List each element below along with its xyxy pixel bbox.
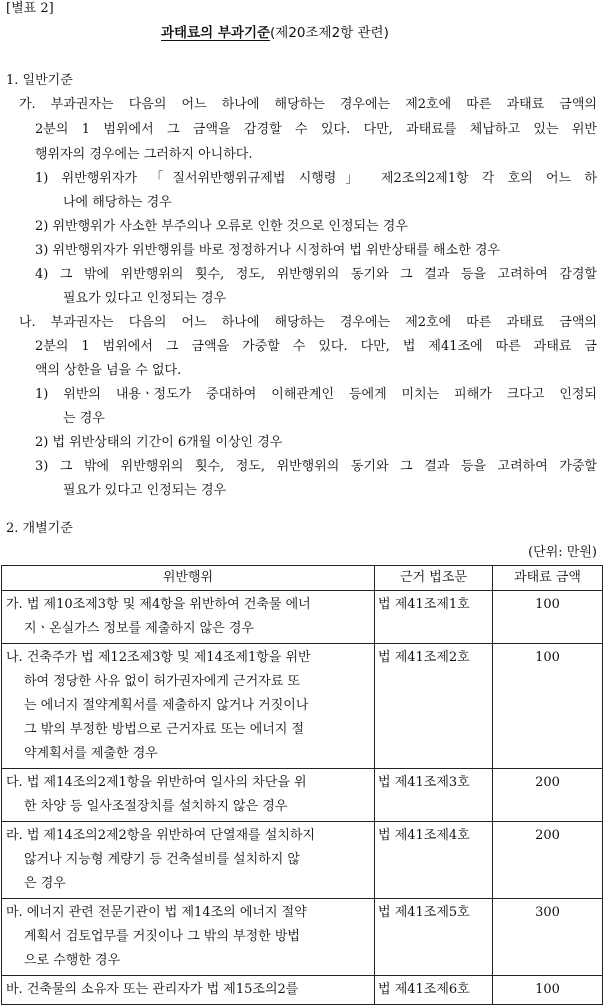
column-header-basis: 근거 법조문 [375,566,493,591]
clause-ga-item: 3) 위반행위자가 위반행위를 바로 정정하거나 시정하여 법 위반상태를 해소한 경우 [35,243,500,258]
violation-text: 마. 에너지 관련 전문기관이 법 제14조의 에너지 절약 [6,905,307,920]
clause-na-line: 나. 부과권자는 다음의 어느 하나에 해당하는 경우에는 제2호에 따른 과태료 금액의 [19,315,597,330]
clause-ga-item: 2) 위반행위가 사소한 부주의나 오류로 인한 것으로 인정되는 경우 [35,219,408,234]
clause-ga-item-cont: 필요가 있다고 인정되는 경우 [63,291,227,306]
table-header-row [2,566,603,591]
violation-text: 한 차양 등 일사조절장치를 설치하지 않은 경우 [24,799,288,814]
violation-text: 그 밖의 부정한 방법으로 근거자료 또는 에너지 절 [24,722,305,737]
unit-label: (단위: 만원) [528,545,597,560]
penalty-table [1,565,603,1005]
violation-text: 하여 정당한 사유 없이 허가권자에게 근거자료 또 [24,674,300,689]
title-main: 과태료의 부과기준 [161,25,271,41]
clause-na-line: 액의 상한을 넘을 수 없다. [35,363,182,378]
table-row [2,644,603,769]
legal-basis-cell: 법 제41조제4호 [375,822,493,899]
column-header-amount: 과태료 금액 [493,566,603,591]
clause-na-item: 3) 그 밖에 위반행위의 횟수, 정도, 위반행위의 동기와 그 결과 등을 고려하여 가중할 [35,459,597,474]
violation-cell [2,769,375,822]
violation-text: 계획서 검토업무를 거짓이나 그 밖의 부정한 방법 [24,929,300,944]
violation-text: 은 경우 [24,876,66,891]
violation-cell [2,976,375,1005]
section-heading-specific: 2. 개별기준 [6,521,73,536]
penalty-amount-cell: 300 [493,899,603,976]
clause-na-item-cont: 필요가 있다고 인정되는 경우 [63,483,227,498]
penalty-amount-cell: 100 [493,591,603,644]
penalty-amount-cell: 200 [493,822,603,899]
legal-basis-cell: 법 제41조제1호 [375,591,493,644]
violation-text: 않거나 지능형 계량기 등 건축설비를 설치하지 않 [24,852,300,867]
clause-na-line: 2분의 1 범위에서 그 금액을 가중할 수 있다. 다만, 법 제41조에 따른 과태료 금 [35,339,597,354]
legal-basis-cell: 법 제41조제2호 [375,644,493,769]
violation-cell [2,644,375,769]
violation-cell [2,822,375,899]
clause-ga-item: 1) 위반행위자가 「질서위반행위규제법 시행령」 제2조의2제1항 각 호의 어느 하 [35,171,597,186]
clause-na-item: 1) 위반의 내용ㆍ정도가 중대하여 이해관계인 등에게 미치는 피해가 크다고 인정되 [35,387,597,402]
violation-text: 지ㆍ온실가스 정보를 제출하지 않은 경우 [24,621,255,636]
table-row [2,591,603,644]
title-subtitle: (제20조제2항 관련) [270,25,389,41]
table-row [2,769,603,822]
clause-ga-line: 가. 부과권자는 다음의 어느 하나에 해당하는 경우에는 제2호에 따른 과태료 금액의 [19,97,597,112]
clause-ga-line: 행위자의 경우에는 그러하지 아니하다. [35,147,253,162]
legal-basis-cell: 법 제41조제5호 [375,899,493,976]
penalty-amount-cell: 200 [493,769,603,822]
section-heading-general: 1. 일반기준 [6,73,73,88]
page-title [161,24,389,42]
clause-ga-line: 2분의 1 범위에서 그 금액을 감경할 수 있다. 다만, 과태료를 체납하고 있는 위반 [35,122,597,137]
table-row [2,822,603,899]
violation-text: 바. 건축물의 소유자 또는 관리자가 법 제15조의2를 [6,982,299,997]
clause-na-item: 2) 법 위반상태의 기간이 6개월 이상인 경우 [35,435,283,450]
violation-text: 으로 수행한 경우 [24,953,121,968]
violation-text: 가. 법 제10조제3항 및 제4항을 위반하여 건축물 에너 [6,597,311,612]
table-row [2,976,603,1005]
clause-ga-item: 4) 그 밖에 위반행위의 횟수, 정도, 위반행위의 동기와 그 결과 등을 고려하여 감경할 [35,267,597,282]
legal-basis-cell: 법 제41조제3호 [375,769,493,822]
violation-cell [2,591,375,644]
legal-basis-cell: 법 제41조제6호 [375,976,493,1005]
violation-text: 라. 법 제14조의2제2항을 위반하여 단열재를 설치하지 [6,828,316,843]
table-row [2,899,603,976]
table-body [2,591,603,1005]
violation-text: 약계획서를 제출한 경우 [24,746,158,761]
penalty-amount-cell: 100 [493,644,603,769]
annex-label: [별표 2] [6,1,54,16]
penalty-amount-cell: 100 [493,976,603,1005]
violation-cell [2,899,375,976]
violation-text: 는 에너지 절약계획서를 제출하지 않거나 거짓이나 [24,698,309,713]
clause-na-item-cont: 는 경우 [63,411,105,426]
violation-text: 다. 법 제14조의2제1항을 위반하여 일사의 차단을 위 [6,775,307,790]
clause-ga-item-cont: 나에 해당하는 경우 [63,195,172,210]
column-header-violation: 위반행위 [2,566,375,591]
violation-text: 나. 건축주가 법 제12조제3항 및 제14조제1항을 위반 [6,650,311,665]
